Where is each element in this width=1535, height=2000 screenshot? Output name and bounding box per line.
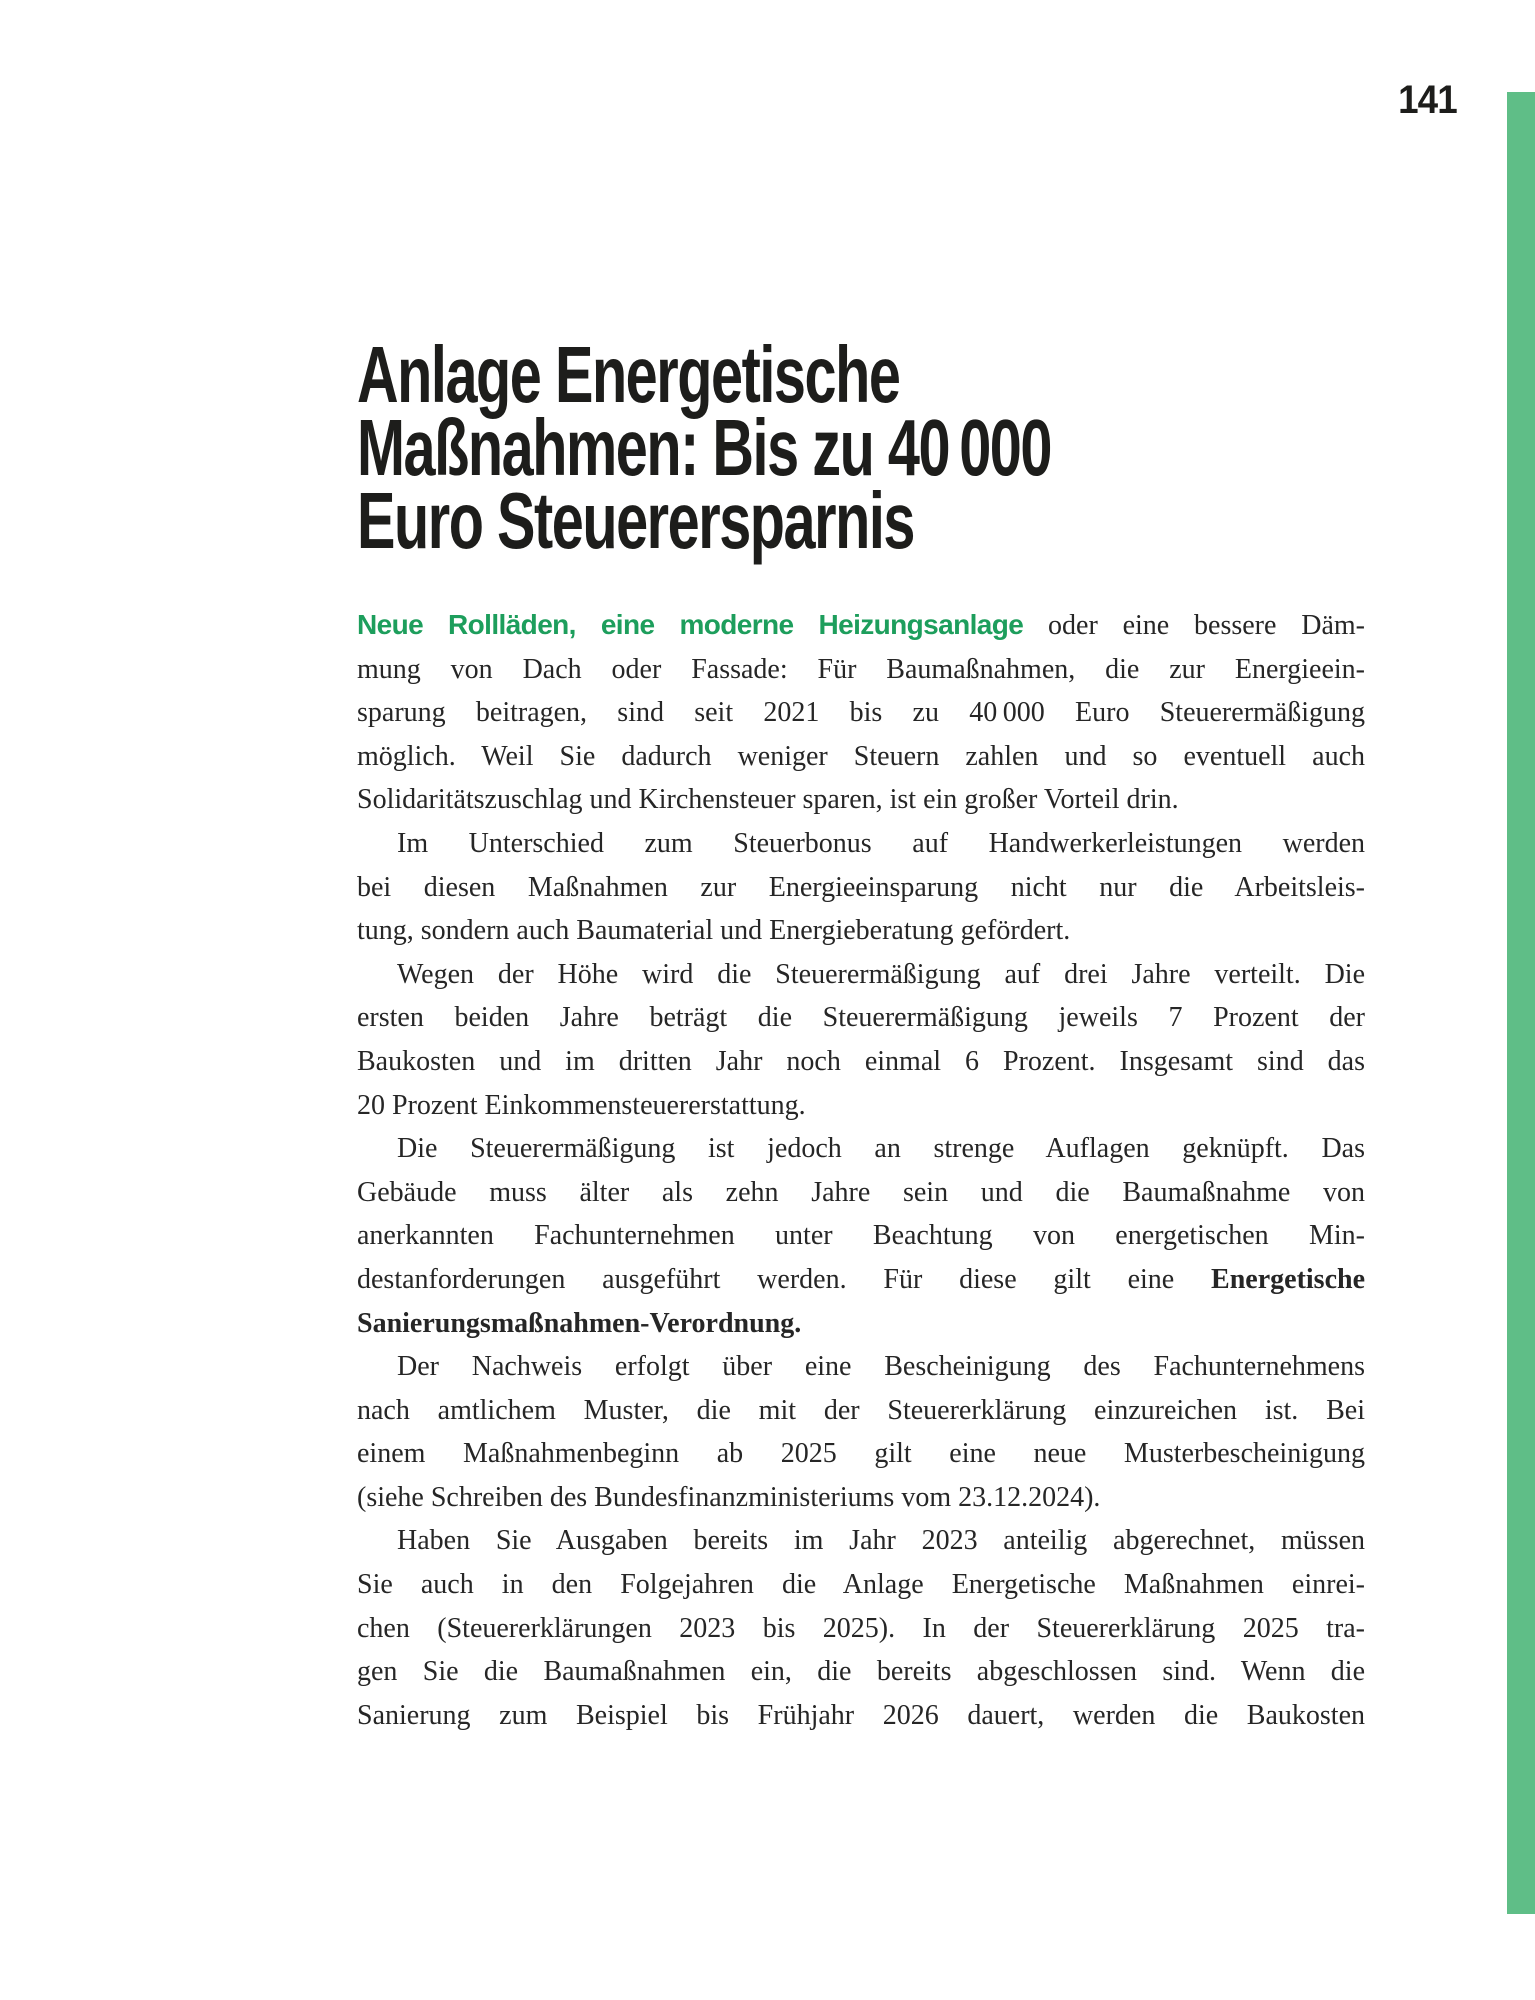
text-run: bei diesen Maßnahmen zur Energieeinsparung nicht nur die Arbeitsleis- [357,871,1365,903]
text-line [357,1127,1365,1171]
text-line [357,1302,1365,1346]
text-run: möglich. Weil Sie dadurch weniger Steuern zahlen und so eventuell auch [357,740,1365,772]
page-content [357,330,1365,1737]
text-run: sparung beitragen, sind seit 2021 bis zu 40 000 Euro Steuerermäßigung [357,697,1365,729]
title-line-3: Euro Steuerersparnis [357,476,915,565]
text-line [357,1476,1365,1520]
text-run: (siehe Schreiben des Bundesfinanzministeriums vom 23.12.2024). [357,1481,1101,1513]
page-edge-accent-bar [1507,92,1535,1914]
text-line [357,648,1365,692]
text-run: nach amtlichem Muster, die mit der Steuererklärung einzureichen ist. Bei [357,1394,1365,1426]
paragraph [357,1519,1365,1737]
text-line [357,953,1365,997]
text-run: ersten beiden Jahre beträgt die Steuerermäßigung jeweils 7 Prozent der [357,1002,1365,1034]
text-line [357,1258,1365,1302]
paragraph [357,822,1365,953]
text-run: gen Sie die Baumaßnahmen ein, die bereits abgeschlossen sind. Wenn die [357,1656,1365,1688]
text-line [357,1432,1365,1476]
text-run: tung, sondern auch Baumaterial und Energieberatung gefördert. [357,915,1071,947]
body-text [357,603,1365,1737]
text-line [357,603,1365,648]
text-run: oder eine bessere Däm- [1023,610,1365,641]
text-line [357,909,1365,953]
text-line [357,691,1365,735]
text-run: destanforderungen ausgeführt werden. Für diese gilt eine [357,1263,1212,1295]
text-run: Der Nachweis erfolgt über eine Bescheinigung des Fachunternehmens [397,1351,1365,1383]
text-run: Sanierung zum Beispiel bis Frühjahr 2026 dauert, werden die Baukosten [357,1699,1365,1731]
text-run: anerkannten Fachunternehmen unter Beachtung von energetischen Min- [357,1220,1365,1252]
text-run: Wegen der Höhe wird die Steuerermäßigung auf drei Jahre verteilt. Die [397,958,1365,990]
paragraph [357,1345,1365,1519]
title-line-2: Maßnahmen: Bis zu 40 000 [357,403,1051,492]
title-line-1: Anlage Energetische [357,330,900,419]
text-run: Baukosten und im dritten Jahr noch einmal 6 Prozent. Insgesamt sind das [357,1045,1365,1077]
text-line [357,822,1365,866]
text-run: 20 Prozent Einkommensteuererstattung. [357,1089,806,1121]
lead-in-text: Neue Rollläden, eine moderne Heizungsanlage [357,609,1024,640]
text-run: Die Steuerermäßigung ist jedoch an strenge Auflagen geknüpft. Das [397,1133,1365,1165]
text-line [357,1171,1365,1215]
text-line [357,1563,1365,1607]
text-line [357,1694,1365,1738]
paragraph [357,1127,1365,1345]
text-line [357,1214,1365,1258]
text-line [357,866,1365,910]
text-line [357,996,1365,1040]
text-run: Sie auch in den Folgejahren die Anlage Energetische Maßnahmen einrei- [357,1569,1365,1601]
text-line [357,1345,1365,1389]
text-line [357,1519,1365,1563]
text-line [357,1084,1365,1128]
text-run: einem Maßnahmenbeginn ab 2025 gilt eine neue Musterbescheinigung [357,1438,1365,1470]
page-number: 141 [1398,78,1457,122]
text-run: mung von Dach oder Fassade: Für Baumaßnahmen, die zur Energieein- [357,653,1365,685]
text-run: chen (Steuererklärungen 2023 bis 2025). In der Steuererklärung 2025 tra- [357,1612,1365,1644]
text-run: Gebäude muss älter als zehn Jahre sein und die Baumaßnahme von [357,1176,1365,1208]
paragraph [357,603,1365,822]
text-line [357,735,1365,779]
text-run: Haben Sie Ausgaben bereits im Jahr 2023 anteilig abgerechnet, müssen [397,1525,1365,1557]
text-line [357,1040,1365,1084]
text-run: Solidaritätszuschlag und Kirchensteuer sparen, ist ein großer Vorteil drin. [357,784,1179,816]
paragraph [357,953,1365,1127]
text-line [357,1607,1365,1651]
text-run: Im Unterschied zum Steuerbonus auf Handwerkerleistungen werden [397,827,1365,859]
page-title [357,330,1083,565]
bold-term: Energetische [1211,1263,1365,1295]
bold-term: Sanierungsmaßnahmen-Verordnung. [357,1307,802,1339]
text-line [357,1389,1365,1433]
text-line [357,1650,1365,1694]
text-line [357,778,1365,822]
